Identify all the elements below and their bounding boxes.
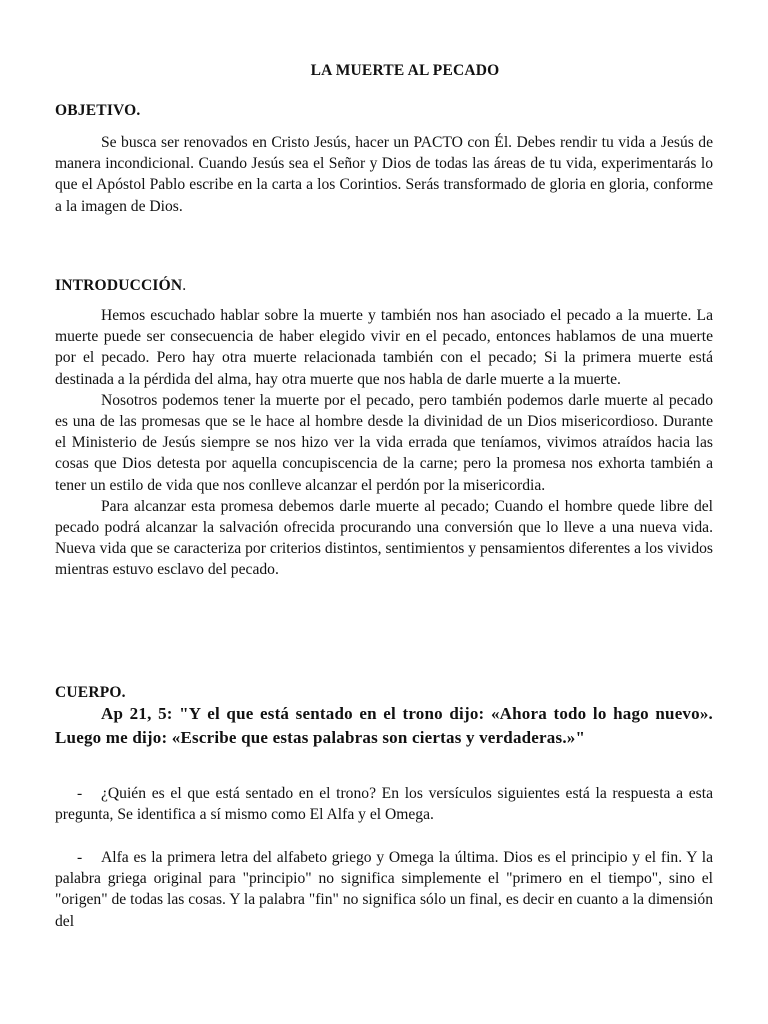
cuerpo-bullet-1 [55, 783, 713, 825]
objetivo-text: Se busca ser renovados en Cristo Jesús, hacer un PACTO con Él. Debes rendir tu vida a Jesús de manera incondicional. Cuando Jesús sea el Señor y Dios de todas las áreas de tu vida, experimentarás lo que el Apóstol Pablo escribe en la carta a los Corintios. Serás transformado de gloria en gloria, conforme a la imagen de Dios. [55, 134, 713, 215]
bullet-dash: - [77, 849, 83, 866]
cuerpo-heading: CUERPO. [55, 684, 126, 701]
cuerpo-bullet-2-text: Alfa es la primera letra del alfabeto griego y Omega la última. Dios es el principio y el fin. Y la palabra griega original para "principio" no significa simplemente el "primero en el tiempo", sino el "origen" de todas las cosas. Y la palabra "fin" no significa sólo un final, es decir en cuanto a la dimensión del [55, 849, 713, 930]
document-title: LA MUERTE AL PECADO [310, 62, 500, 79]
introduccion-paragraph-3: Para alcanzar esta promesa debemos darle muerte al pecado; Cuando el hombre quede libre del pecado podrá alcanzar la salvación ofrecida procurando una conversión que lo lleve a una nueva vida. Nueva vida que se caracteriza por criterios distintos, sentimientos y pensamientos diferentes a los vividos mientras estuvo esclavo del pecado. [55, 497, 713, 579]
objetivo-heading: OBJETIVO. [55, 102, 141, 119]
cuerpo-bullet-2 [55, 847, 713, 932]
introduccion-heading-text: INTRODUCCIÓN [55, 277, 183, 294]
introduccion-paragraph-2: Nosotros podemos tener la muerte por el pecado, pero también podemos darle muerte al pecado es una de las promesas que se le hace al hombre desde la divinidad de un Dios misericordioso. Durante el Ministerio de Jesús siempre se nos hizo ver la vida errada que teníamos, vivimos atraídos hacia las cosas que Dios detesta por aquella concupiscencia de la carne; pero la promesa nos exhorta también a tener un estilo de vida que nos conlleve alcanzar el perdón por la misericordia. [55, 391, 713, 494]
introduccion-body [55, 305, 713, 581]
introduccion-heading [55, 276, 186, 296]
introduccion-heading-suffix: . [182, 277, 187, 294]
objetivo-paragraph [55, 132, 713, 217]
bible-verse: Ap 21, 5: "Y el que está sentado en el trono dijo: «Ahora todo lo hago nuevo». Luego me dijo: «Escribe que estas palabras son ciertas y verdaderas.»" [55, 704, 713, 747]
introduccion-paragraph-1: Hemos escuchado hablar sobre la muerte y también nos han asociado el pecado a la muerte. La muerte puede ser consecuencia de haber elegido vivir en el pecado, entonces hablamos de una muerte por el pecado. Pero hay otra muerte relacionada también con el pecado; Si la primera muerte está destinada a la pérdida del alma, hay otra muerte que nos habla de darle muerte a la muerte. [55, 307, 713, 388]
cuerpo-bullet-1-text: ¿Quién es el que está sentado en el trono? En los versículos siguientes está la respuesta a esta pregunta, Se identifica a sí mismo como El Alfa y el Omega. [55, 785, 713, 824]
bullet-dash: - [77, 785, 83, 802]
